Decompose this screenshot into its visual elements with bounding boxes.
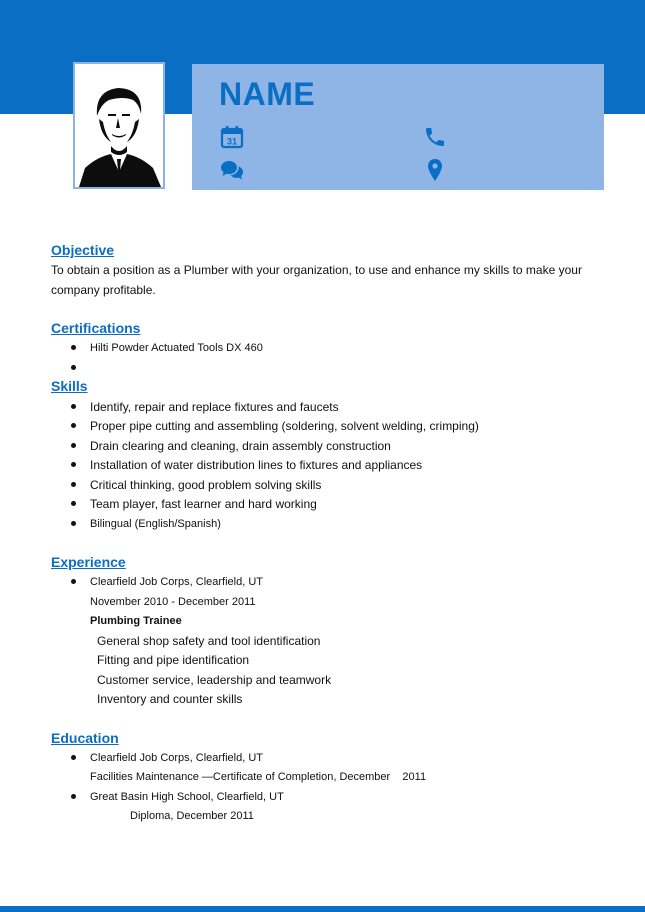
footer-band — [0, 906, 645, 912]
list-item: Critical thinking, good problem solving skills — [71, 475, 321, 495]
list-item: Drain clearing and cleaning, drain assembly construction — [71, 436, 391, 456]
school-detail: Facilities Maintenance —Certificate of Completion, December 2011 — [90, 771, 427, 783]
school-entry: Great Basin High School, Clearfield, UT — [71, 787, 284, 807]
experience-heading: Experience — [51, 554, 126, 570]
duty-item: General shop safety and tool identification — [97, 634, 321, 648]
svg-text:31: 31 — [226, 136, 238, 147]
duty-item: Customer service, leadership and teamwork — [97, 673, 332, 687]
contact-panel — [192, 64, 604, 190]
skills-heading: Skills — [51, 378, 88, 394]
list-item: Proper pipe cutting and assembling (soldering, solvent welding, crimping) — [71, 416, 479, 436]
objective-line-2: company profitable. — [51, 283, 156, 297]
phone-icon — [423, 125, 447, 149]
list-item: Team player, fast learner and hard working — [71, 494, 317, 514]
employment-dates: November 2010 - December 2011 — [90, 596, 256, 608]
list-item: Identify, repair and replace fixtures and faucets — [71, 397, 339, 417]
list-item: Hilti Powder Actuated Tools DX 460 — [71, 338, 263, 358]
list-item: Bilingual (English/Spanish) — [71, 514, 221, 534]
employer-entry: Clearfield Job Corps, Clearfield, UT — [71, 572, 263, 592]
duty-item: Inventory and counter skills — [97, 692, 243, 706]
school-detail: Diploma, December 2011 — [130, 810, 254, 822]
certifications-heading: Certifications — [51, 320, 141, 336]
school-entry: Clearfield Job Corps, Clearfield, UT — [71, 748, 263, 768]
list-item: Installation of water distribution lines to fixtures and appliances — [71, 455, 422, 475]
profile-photo — [73, 62, 165, 189]
chat-icon — [220, 158, 244, 182]
candidate-name: NAME — [219, 76, 316, 112]
objective-heading: Objective — [51, 242, 115, 258]
list-item — [71, 358, 90, 378]
education-heading: Education — [51, 730, 119, 746]
portrait-silhouette-icon — [75, 64, 163, 187]
calendar-icon — [220, 125, 244, 149]
objective-line-1: To obtain a position as a Plumber with your organization, to use and enhance my skills to make your — [51, 263, 582, 277]
location-icon — [423, 158, 447, 182]
duty-item: Fitting and pipe identification — [97, 653, 250, 667]
job-title: Plumbing Trainee — [90, 615, 182, 627]
